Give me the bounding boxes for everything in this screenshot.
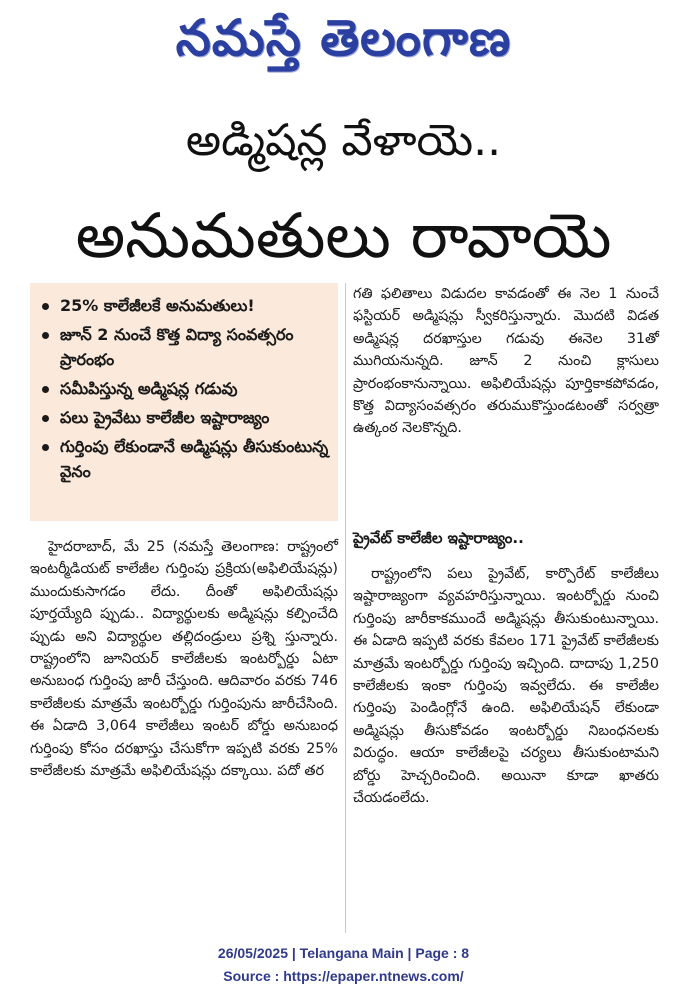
headline-line-2: అనుమతులు రావాయె — [75, 199, 612, 272]
highlight-item — [40, 434, 330, 484]
highlight-text: గుర్తింపు లేకుండానే అడ్మిషన్లు తీసుకుంటున్న వైనం — [60, 437, 329, 481]
bullet-icon — [42, 444, 49, 451]
article-column-right-bottom — [353, 563, 659, 809]
highlight-text: జూన్ 2 నుంచే కొత్త విద్యా సంవత్సరం ప్రారంభం — [60, 325, 294, 369]
highlight-text: పలు ప్రైవేటు కాలేజీల ఇష్టారాజ్యం — [60, 408, 270, 427]
footer-source: Source : https://epaper.ntnews.com/ — [223, 968, 464, 984]
headline-line-1: అడ్మిషన్ల వేళాయె.. — [185, 115, 502, 166]
highlights-box — [30, 283, 338, 521]
article-paragraph: గతి ఫలితాలు విడుదల కావడంతో ఈ నెల 1 నుంచే ఫస్టియర్ అడ్మిషన్లు స్వీకరిస్తున్నారు. మొదటి విడత అడ్మిషన్ల దరఖాస్తుల గడువు ఈనెల 31తో ముగియనున్నది. జూన్ 2 నుంచి క్లాసులు ప్రారంభంకానున్నాయి. అఫిలియేషన్లు పూర్తికాకపోవడం, కొత్త విద్యాసంవత్సరం తరుముకొస్తుండటంతో సర్వత్రా ఉత్కంఠ నెలకొన్నది. — [353, 286, 659, 437]
masthead-logo — [0, 4, 687, 84]
highlight-item — [40, 293, 330, 318]
bullet-icon — [42, 332, 49, 339]
article-column-left — [30, 536, 338, 782]
article-paragraph: రాష్ట్రంలోని పలు ప్రైవేట్, కార్పొరేట్ కాలేజీలు ఇష్టారాజ్యంగా వ్యవహరిస్తున్నాయి. ఇంటర్బోర్డు నుంచి గుర్తింపు జారీకాకముందే అడ్మిషన్లు తీసుకుంటున్నాయి. ఈ ఏడాది ఇప్పటి వరకు కేవలం 171 ప్రైవేట్ కాలేజీలకు మాత్రమే ఇంటర్బోర్డు గుర్తింపు ఇచ్చింది. దాదాపు 1,250 కాలేజీలకు ఇంకా గుర్తింపు ఇవ్వలేదు. ఈ కాలేజీల గుర్తింపు పెండింగ్లోనే ఉంది. అఫిలియేషన్ లేకుండా అడ్మిషన్లు తీసుకోవడం ఇంటర్బోర్డు నిబంధనలకు విరుద్ధం. ఆయా కాలేజీలపై చర్యలు తీసుకుంటామని బోర్డు హెచ్చరించింది. అయినా కూడా ఖాతరు చేయడంలేదు. — [353, 566, 659, 807]
footer-date-page: 26/05/2025 | Telangana Main | Page : 8 — [217, 945, 470, 961]
highlight-item — [40, 322, 330, 372]
bullet-icon — [42, 415, 49, 422]
masthead-title: నమస్తే తెలంగాణ — [175, 8, 512, 67]
highlight-item — [40, 405, 330, 430]
highlight-item — [40, 376, 330, 401]
bullet-icon — [42, 386, 49, 393]
article-paragraph: హైదరాబాద్, మే 25 (నమస్తే తెలంగాణ: రాష్ట్రంలో ఇంటర్మీడియట్ కాలేజీల గుర్తింపు ప్రక్రియ(అఫిలియేషన్లు) ముందుకుసాగడం లేదు. దీంతో అఫిలియేషన్లు పూర్తయ్యేది ప్పుడు.. విద్యార్థులకు అడ్మిషన్లు కల్పించేది ప్పుడు అని విద్యార్థుల తల్లిదండ్రులు ప్రశ్ని స్తున్నారు. రాష్ట్రంలోని జూనియర్ కాలేజీలకు ఇంటర్బోర్డు ఏటా అనుబంధ గుర్తింపు జారీ చేస్తుంది. ఆదివారం వరకు 746 కాలేజీలకు మాత్రమే ఇంటర్బోర్డు గుర్తింపును జారీచేసింది. ఈ ఏడాది 3,064 కాలేజీలు ఇంటర్ బోర్డు అనుబంధ గుర్తింపు కోసం దరఖాస్తు చేసుకోగా ఇప్పటి వరకు 25% కాలేజీలకు మాత్రమే అఫిలియేషన్లు దక్కాయి. పదో తర — [30, 539, 338, 780]
highlight-text: సమీపిస్తున్న అడ్మిషన్ల గడువు — [60, 379, 238, 398]
highlights-list — [40, 293, 330, 484]
column-divider — [345, 283, 346, 933]
section-subheading: ప్రైవేట్ కాలేజీల ఇష్టారాజ్యం.. — [353, 529, 524, 547]
article-column-right-top — [353, 283, 659, 440]
bullet-icon — [42, 303, 49, 310]
highlight-text: 25% కాలేజీలకే అనుమతులు! — [60, 296, 255, 315]
